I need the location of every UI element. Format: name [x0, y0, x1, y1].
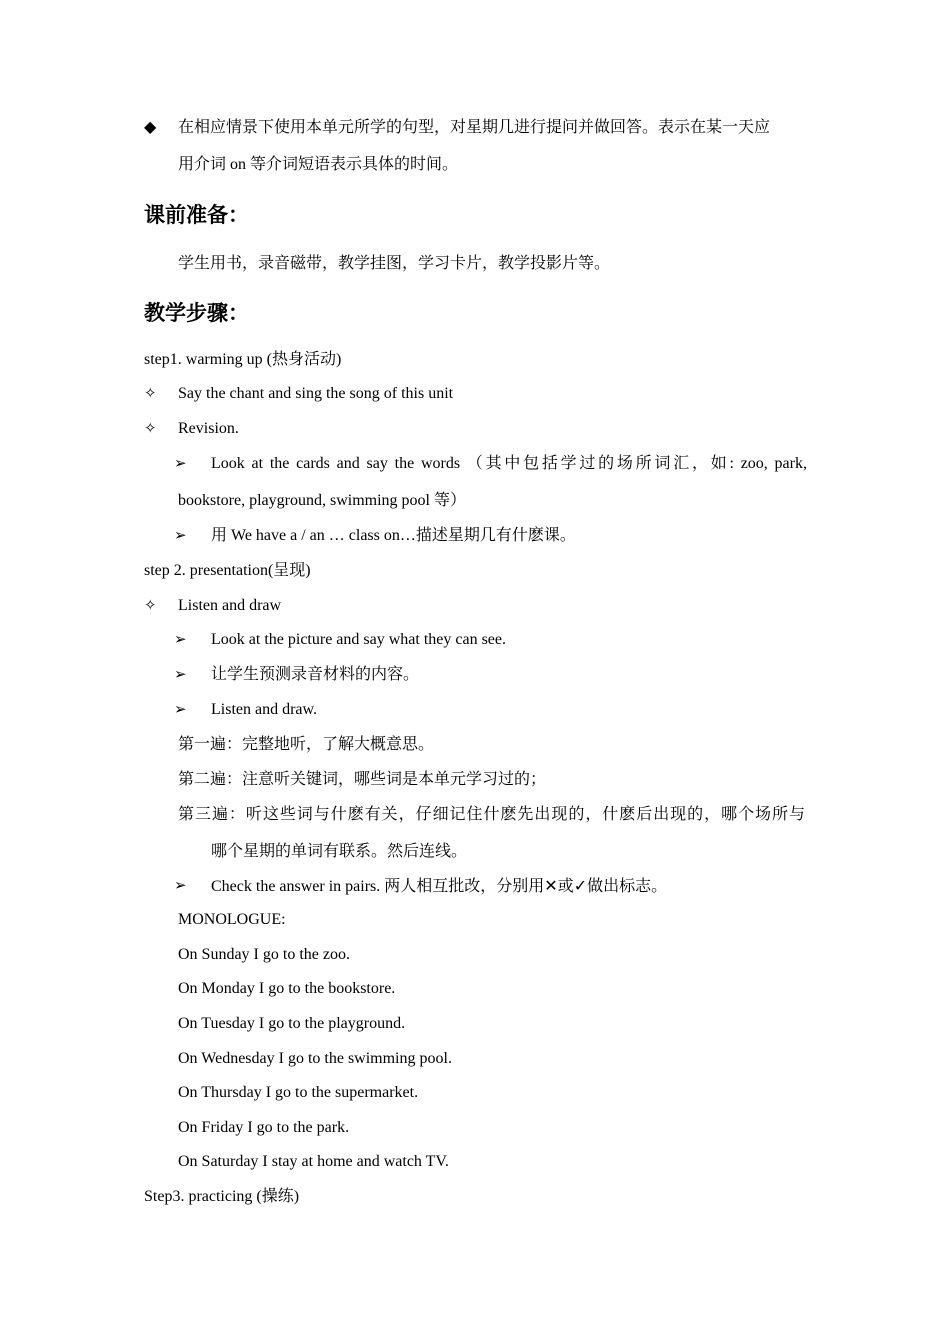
prep-heading: 课前准备：: [144, 203, 249, 227]
pass3-line1: 第三遍：听这些词与什麽有关，仔细记住什麽先出现的，什麽后出现的，哪个场所与: [178, 806, 805, 823]
check-line: [211, 876, 667, 897]
intro-bullet-line2: 用介词 on 等介词短语表示具体的时间。: [178, 156, 459, 173]
monologue-line: On Thursday I go to the supermarket.: [178, 1084, 419, 1101]
monologue-line: On Tuesday I go to the playground.: [178, 1015, 406, 1032]
monologue-line: On Saturday I stay at home and watch TV.: [178, 1153, 449, 1170]
outline-diamond-bullet-icon: ✧: [144, 386, 157, 402]
arrow-bullet-icon: ➢: [174, 528, 187, 544]
arrow-bullet-icon: ➢: [174, 667, 187, 683]
step2-item: Listen and draw: [178, 597, 282, 614]
step1-title: step1. warming up (热身活动): [144, 351, 342, 368]
step1-item-revision: Revision.: [178, 420, 239, 437]
check-mark-icon: ✓: [573, 876, 588, 895]
prep-text: 学生用书，录音磁带，教学挂图，学习卡片，教学投影片等。: [178, 255, 611, 272]
step1-sub2: 用 We have a / an … class on…描述星期几有什麽课。: [211, 527, 576, 544]
cross-mark-icon: ✕: [544, 876, 558, 895]
step2-title: step 2. presentation(呈现): [144, 562, 311, 579]
monologue-line: On Sunday I go to the zoo.: [178, 946, 350, 963]
check-prefix: Check the answer in pairs. 两人相互批改，分别用: [211, 878, 545, 895]
step1-sub1-line1: Look at the cards and say the words （其中包括学过的场所词汇，如: zoo, park,: [211, 455, 807, 472]
arrow-bullet-icon: ➢: [174, 456, 187, 472]
step2-sub-look: Look at the picture and say what they can see.: [211, 631, 506, 648]
arrow-bullet-icon: ➢: [174, 878, 187, 894]
step1-sub1-line2: bookstore, playground, swimming pool 等）: [178, 492, 466, 509]
check-suffix: 做出标志。: [587, 878, 668, 895]
outline-diamond-bullet-icon: ✧: [144, 598, 157, 614]
monologue-line: On Wednesday I go to the swimming pool.: [178, 1050, 452, 1067]
monologue-label: MONOLOGUE:: [178, 911, 286, 928]
intro-bullet-line1: 在相应情景下使用本单元所学的句型，对星期几进行提问并做回答。表示在某一天应: [178, 119, 771, 136]
outline-diamond-bullet-icon: ✧: [144, 421, 157, 437]
step2-sub-listen: Listen and draw.: [211, 701, 318, 718]
arrow-bullet-icon: ➢: [174, 702, 187, 718]
check-mid: 或: [557, 878, 574, 895]
filled-diamond-bullet-icon: ◆: [144, 119, 157, 136]
step2-sub-predict: 让学生预测录音材料的内容。: [211, 666, 420, 683]
pass1: 第一遍：完整地听，了解大概意思。: [178, 736, 435, 753]
monologue-line: On Monday I go to the bookstore.: [178, 980, 396, 997]
step3-title: Step3. practicing (操练): [144, 1188, 300, 1205]
steps-heading: 教学步骤：: [144, 301, 249, 325]
pass2: 第二遍：注意听关键词，哪些词是本单元学习过的；: [178, 771, 547, 788]
step1-item-chant: Say the chant and sing the song of this unit: [178, 385, 454, 402]
monologue-line: On Friday I go to the park.: [178, 1119, 350, 1136]
pass3-line2: 哪个星期的单词有联系。然后连线。: [211, 843, 468, 860]
arrow-bullet-icon: ➢: [174, 632, 187, 648]
